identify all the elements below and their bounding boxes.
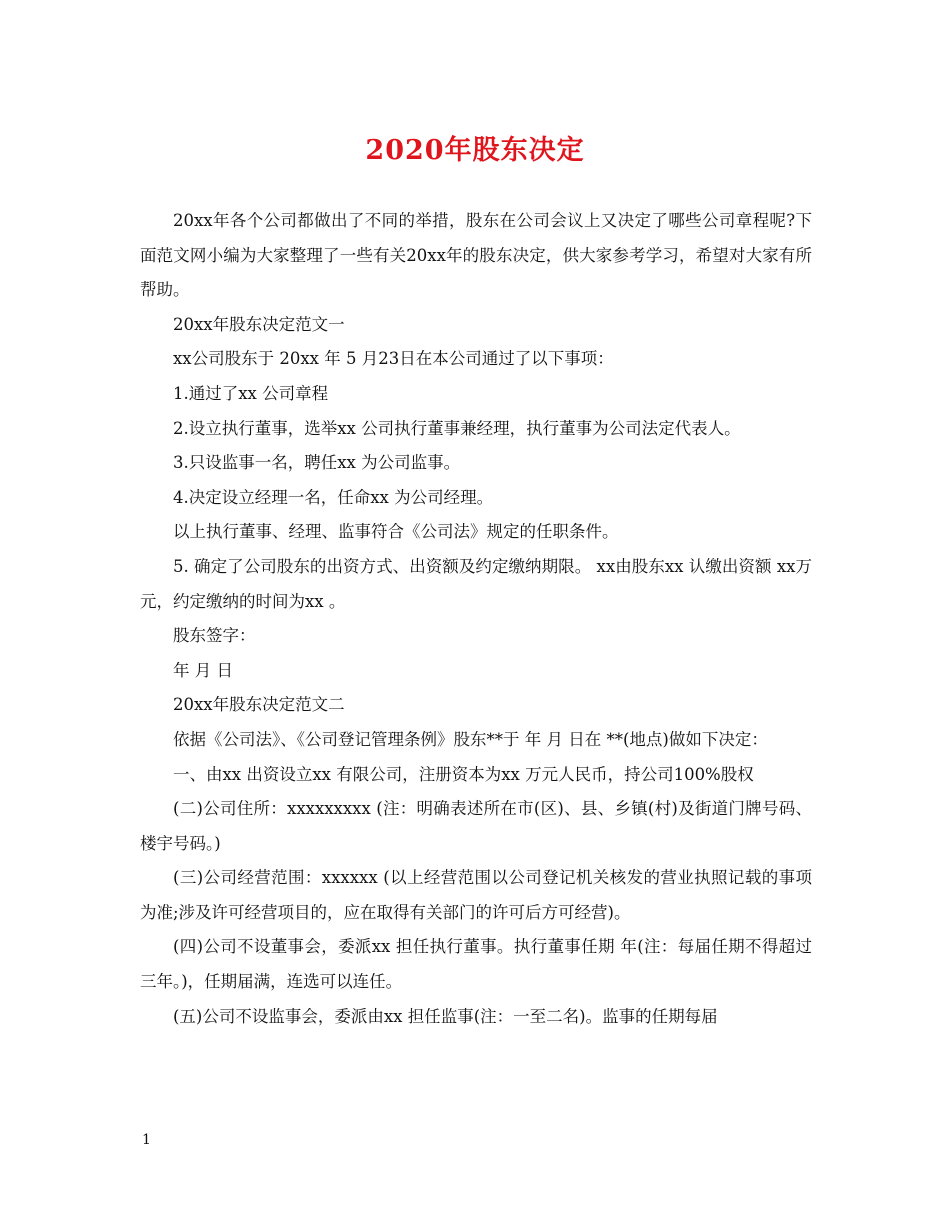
- document-title: 2020年股东决定: [365, 135, 585, 166]
- paragraph: 4.决定设立经理一名，任命xx 为公司经理。: [173, 487, 494, 507]
- paragraph: 依据《公司法》、《公司登记管理条例》股东**于 年 月 日在 **(地点)做如下决定：: [173, 729, 768, 749]
- paragraph: (四)公司不设董事会，委派xx 担任执行董事。执行董事任期 年(注：每届任期不得超过三年。)，任期届满，连选可以连任。: [140, 937, 812, 992]
- paragraph-heading-sample-1: 20xx年股东决定范文一: [173, 314, 345, 334]
- paragraph: xx公司股东于 20xx 年 5 月23日在本公司通过了以下事项：: [173, 349, 614, 369]
- paragraph: 2.设立执行董事，选举xx 公司执行董事兼经理，执行董事为公司法定代表人。: [173, 418, 741, 438]
- paragraph-date-line: 年 月 日: [173, 660, 233, 680]
- paragraph: 以上执行董事、经理、监事符合《公司法》规定的任职条件。: [173, 522, 619, 542]
- paragraph: (五)公司不设监事会，委派由xx 担任监事(注：一至二名)。监事的任期每届: [173, 1006, 718, 1026]
- paragraph: 3.只设监事一名，聘任xx 为公司监事。: [173, 453, 461, 473]
- paragraph: 1.通过了xx 公司章程: [173, 383, 329, 403]
- paragraph: 一、由xx 出资设立xx 有限公司，注册资本为xx 万元人民币，持公司100%股权: [173, 764, 754, 784]
- paragraph: (三)公司经营范围：xxxxxx (以上经营范围以公司登记机关核发的营业执照记载的事项为准;涉及许可经营项目的，应在取得有关部门的许可后方可经营)。: [140, 868, 812, 922]
- document-body: [140, 204, 812, 1034]
- paragraph-intro: 20xx年各个公司都做出了不同的举措，股东在公司会议上又决定了哪些公司章程呢?下面范文网小编为大家整理了一些有关20xx年的股东决定，供大家参考学习，希望对大家有所帮助。: [140, 211, 812, 300]
- paragraph: (二)公司住所：xxxxxxxxx (注：明确表述所在市(区)、县、乡镇(村)及街道门牌号码、楼宇号码。): [140, 799, 812, 853]
- paragraph-heading-sample-2: 20xx年股东决定范文二: [173, 695, 345, 715]
- paragraph: 5. 确定了公司股东的出资方式、出资额及约定缴纳期限。 xx由股东xx 认缴出资额 xx万元，约定缴纳的时间为xx 。: [140, 556, 812, 611]
- page-number: 1: [142, 1132, 151, 1148]
- paragraph-signature-label: 股东签字：: [173, 626, 256, 646]
